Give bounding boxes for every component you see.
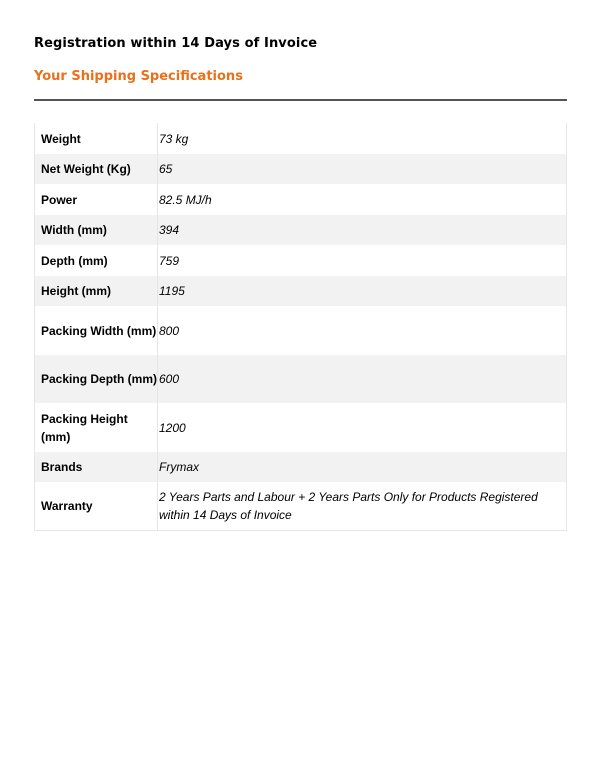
spec-label: Packing Depth (mm)	[35, 355, 158, 403]
spec-value: 394	[159, 223, 180, 237]
table-row	[35, 276, 567, 306]
table-row	[35, 452, 567, 482]
spec-label: Net Weight (Kg)	[35, 154, 158, 184]
specifications-table	[34, 123, 567, 531]
spec-value: 759	[159, 253, 180, 268]
spec-label: Packing Height (mm)	[35, 403, 158, 452]
spec-value: Frymax	[159, 460, 199, 474]
table-row	[35, 403, 567, 452]
spec-value: 2 Years Parts and Labour + 2 Years Parts Only for Products Registered within 14 Days of Invoice	[159, 489, 538, 522]
section-divider	[34, 99, 567, 101]
table-row	[35, 184, 567, 215]
spec-label: Power	[35, 184, 158, 215]
spec-label: Weight	[35, 123, 158, 154]
spec-value: 65	[159, 162, 173, 176]
spec-value: 600	[159, 372, 180, 386]
spec-value: 800	[159, 323, 180, 338]
spec-label: Brands	[35, 452, 158, 482]
table-row	[35, 154, 567, 184]
section-title: Your Shipping Specifications	[34, 69, 243, 84]
table-row	[35, 355, 567, 403]
spec-value: 1195	[159, 284, 185, 298]
spec-label: Warranty	[35, 482, 158, 530]
table-row	[35, 215, 567, 245]
spec-value: 73 kg	[159, 131, 189, 146]
table-row	[35, 306, 567, 355]
table-row	[35, 482, 567, 530]
spec-label: Depth (mm)	[35, 245, 158, 276]
spec-label: Height (mm)	[35, 276, 158, 306]
table-row	[35, 245, 567, 276]
spec-value: 82.5 MJ/h	[159, 192, 212, 207]
spec-value: 1200	[159, 420, 186, 435]
spec-label: Packing Width (mm)	[35, 306, 158, 355]
spec-label: Width (mm)	[35, 215, 158, 245]
registration-note: Registration within 14 Days of Invoice	[34, 36, 318, 51]
table-row	[35, 123, 567, 154]
